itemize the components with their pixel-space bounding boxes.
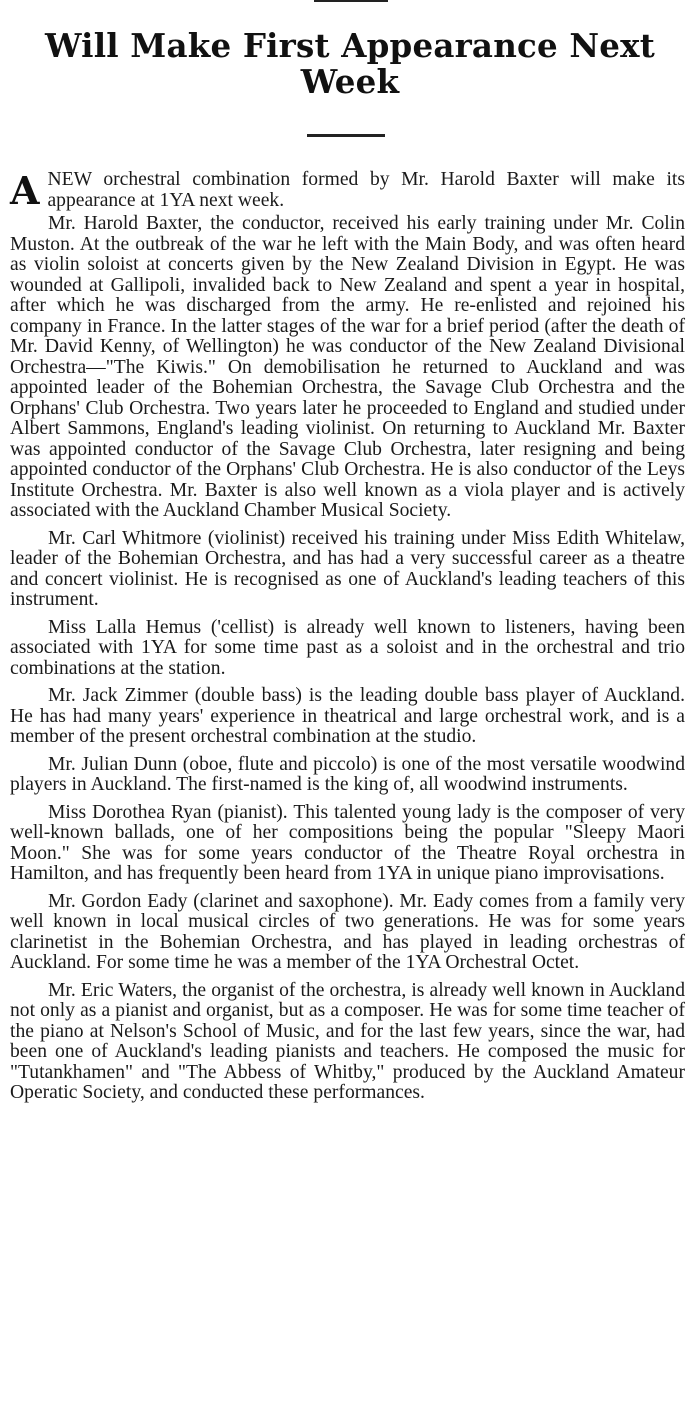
paragraph-zimmer: Mr. Jack Zimmer (double bass) is the leading double bass player of Auckland. He has had many years' experience in theatrical and large orchestral work, and is a member of the present orchestral combination at the studio. bbox=[10, 685, 685, 747]
paragraph-hemus: Miss Lalla Hemus ('cellist) is already well known to listeners, having been associated with 1YA for some time past as a soloist and in the orchestral and trio combinations at the station. bbox=[10, 616, 685, 679]
paragraph-dunn: Mr. Julian Dunn (oboe, flute and piccolo) is one of the most versatile woodwind players in Auckland. The first-named is the king of, all woodwind instruments. bbox=[10, 753, 685, 795]
lead-paragraph bbox=[10, 170, 685, 211]
paragraph-eady: Mr. Gordon Eady (clarinet and saxophone). Mr. Eady comes from a family very well known in local musical circles of two generations. He was for some years clarinetist in the Bohemian Orchestra, and has played in leading orchestras of Auckland. For some time he was a member of the 1YA Orchestral Octet. bbox=[10, 890, 685, 973]
headline: Will Make First Appearance Next Week bbox=[45, 26, 655, 101]
article-body bbox=[10, 170, 685, 1111]
top-rule bbox=[314, 0, 388, 2]
lead-text: NEW orchestral combination formed by Mr. Harold Baxter will make its appearance at 1YA next week. bbox=[47, 169, 685, 211]
paragraph-ryan: Miss Dorothea Ryan (pianist). This talented young lady is the composer of very well-known ballads, one of her compositions being the popular "Sleepy Maori Moon." She was for some years conductor of the Theatre Royal orchestra in Hamilton, and has frequently been heard from 1YA in unique piano improvisations. bbox=[10, 801, 685, 884]
drop-cap: A bbox=[10, 168, 40, 213]
paragraph-waters: Mr. Eric Waters, the organist of the orchestra, is already well known in Auckland not only as a pianist and organist, but as a composer. He was for some time teacher of the piano at Nelson's School of Music, and for the last few years, since the war, had been one of Auckland's leading pianists and teachers. He composed the music for "Tutankhamen" and "The Abbess of Whitby," produced by the Auckland Amateur Operatic Society, and conducted these performances. bbox=[10, 979, 685, 1103]
paragraph-whitmore: Mr. Carl Whitmore (violinist) received his training under Miss Edith Whitelaw, leader of the Bohemian Orchestra, and has had a very successful career as a theatre and concert violinist. He is recognised as one of Auckland's leading teachers of this instrument. bbox=[10, 527, 685, 610]
paragraph-baxter: Mr. Harold Baxter, the conductor, received his early training under Mr. Colin Muston. At the outbreak of the war he left with the Main Body, and was often heard as violin soloist at concerts given by the New Zealand Division in Egypt. He was wounded at Gallipoli, invalided back to New Zealand and spent a year in hospital, after which he was discharged from the army. He re-enlisted and rejoined his company in France. In the latter stages of the war for a brief period (after the death of Mr. David Kenny, of Wellington) he was conductor of the New Zealand Divisional Orchestra—"The Kiwis." On demobilisation he returned to Auckland and was appointed leader of the Bohemian Orchestra, the Savage Club Orchestra and the Orphans' Club Orchestra. Two years later he proceeded to England and studied under Albert Sammons, England's leading violinist. On returning to Auckland Mr. Baxter was appointed conductor of the Savage Club Orchestra, later resigning and being appointed conductor of the Orphans' Club Orchestra. He is also conductor of the Leys Institute Orchestra. Mr. Baxter is also well known as a viola player and is actively associated with the Auckland Chamber Musical Society. bbox=[10, 213, 685, 521]
headline-rule bbox=[307, 134, 385, 137]
